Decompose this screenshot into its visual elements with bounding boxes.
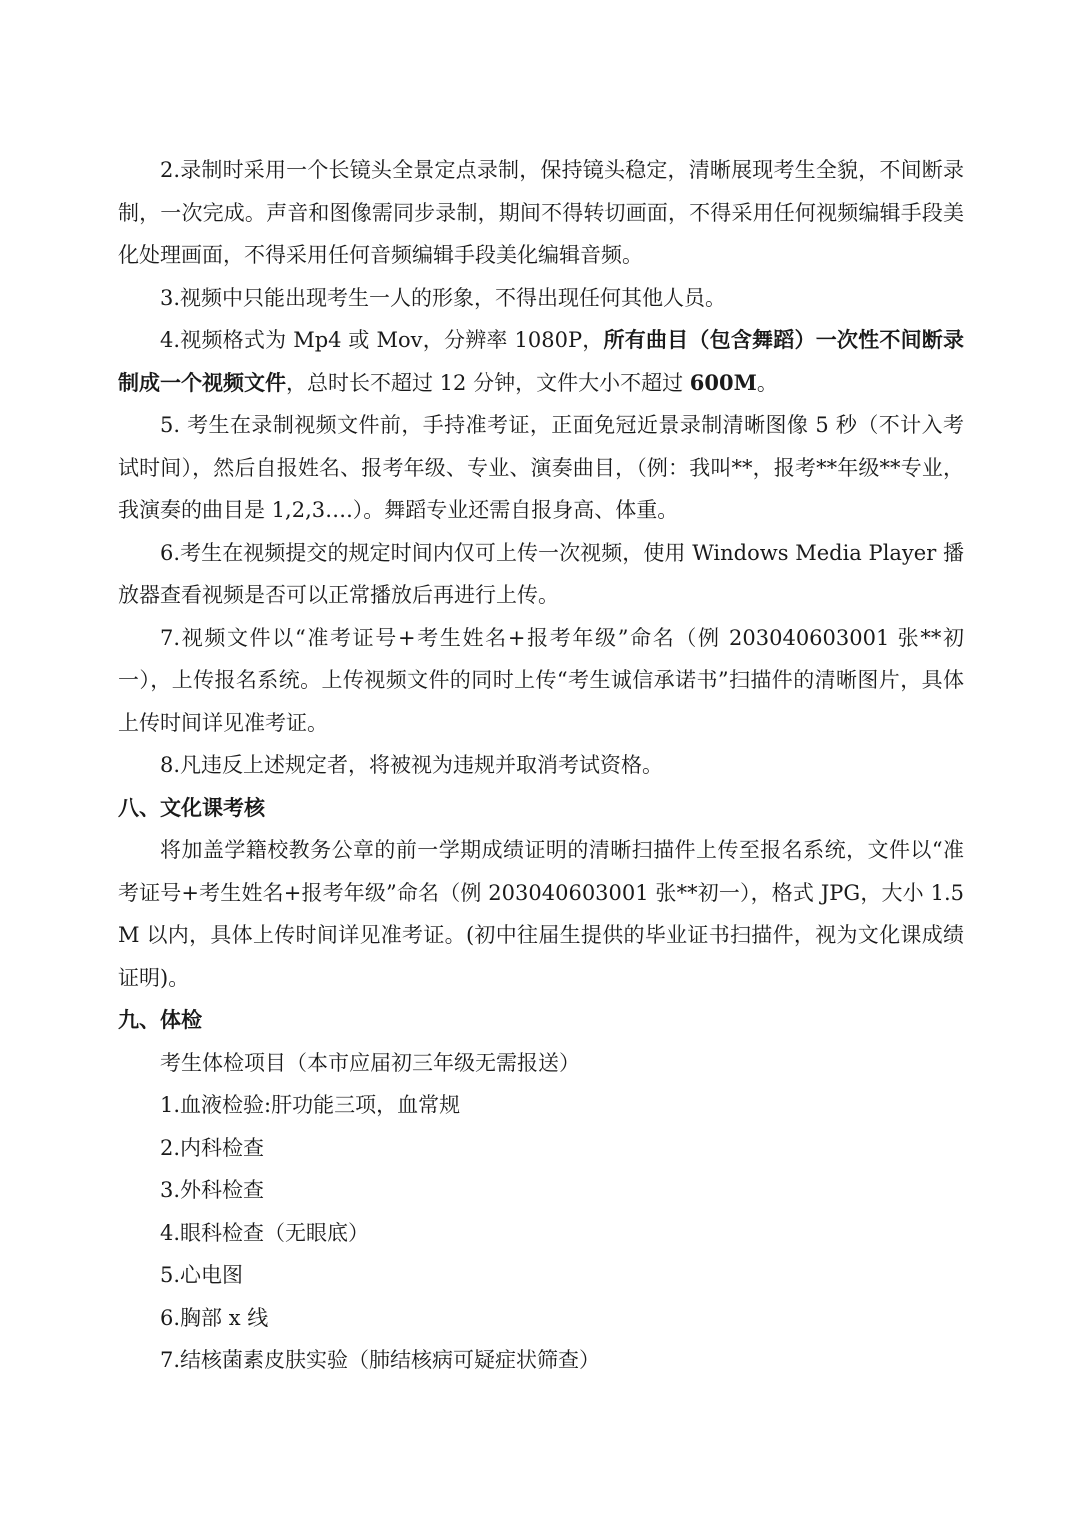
paragraph-identity-recording: 5. 考生在录制视频文件前，手持准考证，正面免冠近景录制清晰图像 5 秒（不计入考试时间），然后自报姓名、报考年级、专业、演奏曲目，（例：我叫**，报考**年级**专业，我演奏的曲目是 1,2,3….）。舞蹈专业还需自报身高、体重。	[118, 413, 964, 522]
list-item: 1.血液检验:肝功能三项，血常规	[160, 1093, 461, 1117]
paragraph-video-format	[118, 319, 964, 404]
document-page	[118, 149, 964, 1382]
video-size-limit: 600M	[689, 369, 757, 395]
list-item: 4.眼科检查（无眼底）	[160, 1220, 370, 1245]
video-format-limits: ，总时长不超过 12 分钟，文件大小不超过	[286, 370, 690, 395]
paragraph-file-naming: 7.视频文件以“准考证号+考生姓名+报考年级”命名（例 203040603001 张**初一），上传报名系统。上传视频文件的同时上传“考生诚信承诺书”扫描件的清晰图片，具体上传时间详见准考证。	[118, 625, 964, 735]
list-item: 2.内科检查	[160, 1135, 265, 1160]
video-format-bold-requirement: 所有曲目（包含舞蹈）一次性不间断录制成一个视频文件	[118, 327, 965, 395]
paragraph-violation: 8.凡违反上述规定者，将被视为违规并取消考试资格。	[160, 753, 664, 777]
section-heading-physical-exam: 九、体检	[118, 1007, 202, 1032]
paragraph-culture-course: 将加盖学籍校教务公章的前一学期成绩证明的清晰扫描件上传至报名系统，文件以“准考证号+考生姓名+报考年级”命名（例 203040603001 张**初一），格式 JPG，大小 1.5M 以内，具体上传时间详见准考证。(初中往届生提供的毕业证书扫描件，视为文化课成绩证明)。	[118, 838, 964, 990]
list-item: 6.胸部 x 线	[160, 1305, 269, 1330]
video-format-end: 。	[756, 370, 778, 395]
list-item: 7.结核菌素皮肤实验（肺结核病可疑症状筛查）	[160, 1348, 601, 1372]
physical-exam-intro: 考生体检项目（本市应届初三年级无需报送）	[160, 1050, 580, 1075]
paragraph-single-person: 3.视频中只能出现考生一人的形象，不得出现任何其他人员。	[160, 285, 727, 310]
paragraph-recording-method: 2.录制时采用一个长镜头全景定点录制，保持镜头稳定，清晰展现考生全貌，不间断录制，一次完成。声音和图像需同步录制，期间不得转切画面，不得采用任何视频编辑手段美化处理画面，不得采用任何音频编辑手段美化编辑音频。	[118, 158, 964, 267]
paragraph-upload-once: 6.考生在视频提交的规定时间内仅可上传一次视频，使用 Windows Media Player 播放器查看视频是否可以正常播放后再进行上传。	[118, 540, 964, 607]
list-item: 5.心电图	[160, 1263, 244, 1287]
list-item: 3.外科检查	[160, 1178, 265, 1202]
section-heading-culture-course: 八、文化课考核	[118, 794, 265, 820]
video-format-text: 4.视频格式为 Mp4 或 Mov，分辨率 1080P，	[160, 328, 604, 352]
